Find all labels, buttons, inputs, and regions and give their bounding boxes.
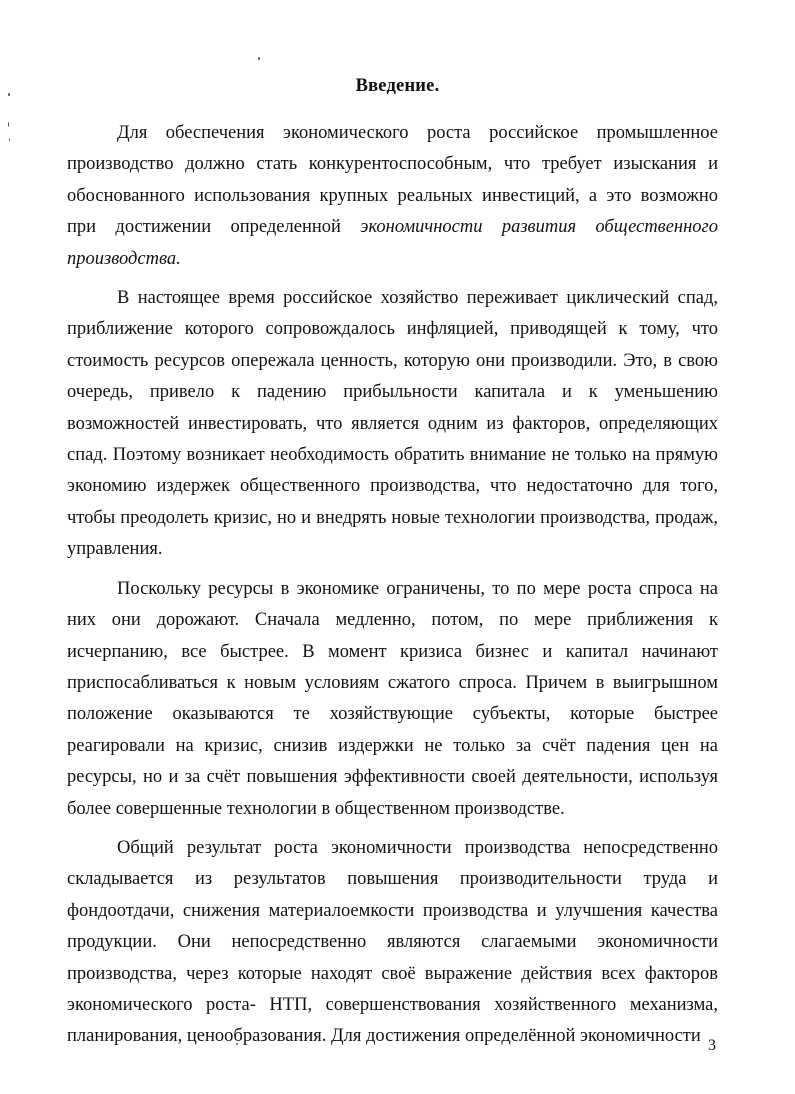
paragraph-1-emphasis: экономичности развития общественного производства. <box>67 217 718 269</box>
scan-speck <box>8 122 9 127</box>
scan-speck <box>9 138 10 141</box>
document-body <box>67 118 718 1061</box>
paragraph-4: Общий результат роста экономичности производства непосредственно складывается из результатов повышения производительности труда и фондоотдачи, снижения материалоемкости производства и улучшения качества продукции. Они непосредственно являются слагаемыми экономичности производства, через которые находят своё выражение действия всех факторов экономического роста- НТП, совершенствования хозяйственного механизма, планирования, ценообразования. Для достижения определённой экономичности <box>67 837 718 1047</box>
paragraph-1-text: Для обеспечения экономического роста российское промышленное производство должно стать конкурентоспособным, что требует изыскания и обоснованного использования крупных реальных инвестиций, а это возможно при достижении определенной <box>67 123 718 238</box>
page-number: 3 <box>708 1037 716 1054</box>
paragraph-3: Поскольку ресурсы в экономике ограничены, то по мере роста спроса на них они дорожают. Сначала медленно, потом, по мере приближения к исчерпанию, все быстрее. В момент кризиса бизнес и капитал начинают приспосабливаться к новым условиям сжатого спроса. Причем в выигрышном положение оказываются те хозяйствующие субъекты, которые быстрее реагировали на кризис, снизив издержки не только за счёт падения цен на ресурсы, но и за счёт повышения эффективности своей деятельности, используя более совершенные технологии в общественном производстве. <box>67 578 718 819</box>
paragraph-2: В настоящее время российское хозяйство переживает циклический спад, приближение которого сопровождалось инфляцией, приводящей к тому, что стоимость ресурсов опережала ценность, которую они производили. Это, в свою очередь, привело к падению прибыльности капитала и к уменьшению возможностей инвестировать, что является одним из факторов, определяющих спад. Поэтому возникает необходимость обратить внимание не только на прямую экономию издержек общественного производства, что недостаточно для того, чтобы преодолеть кризис, но и внедрять новые технологии производства, продаж, управления. <box>67 288 718 560</box>
page-title: Введение. <box>355 76 440 96</box>
scan-speck <box>258 57 260 60</box>
paragraph-1 <box>67 118 718 275</box>
